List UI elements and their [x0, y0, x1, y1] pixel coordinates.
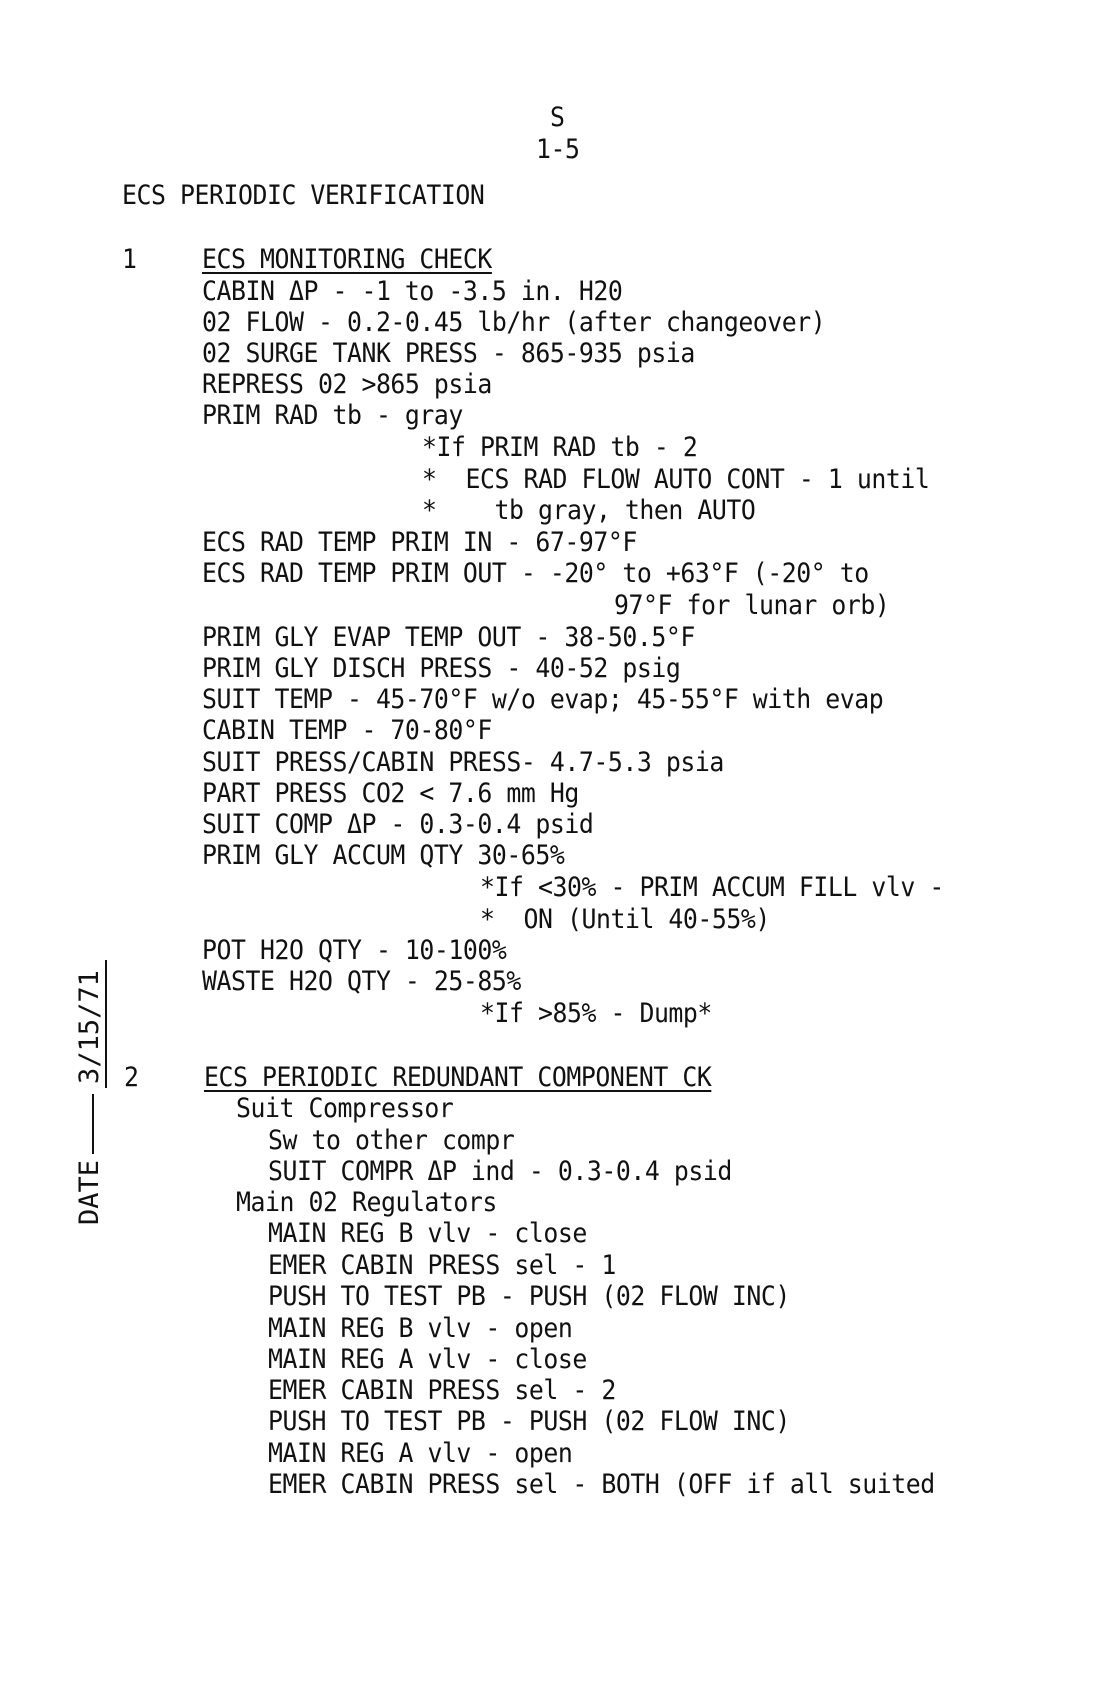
procedure-line: PUSH TO TEST PB - PUSH (02 FLOW INC) [268, 1281, 790, 1312]
date-stamp [30, 970, 105, 1290]
procedure-line: CABIN ΔP - -1 to -3.5 in. H20 [202, 276, 623, 307]
procedure-line: MAIN REG A vlv - close [268, 1344, 587, 1375]
procedure-line: PUSH TO TEST PB - PUSH (02 FLOW INC) [268, 1406, 790, 1437]
procedure-line: SUIT TEMP - 45-70°F w/o evap; 45-55°F with evap [202, 684, 884, 715]
date-value: 3/15/71 [75, 960, 107, 1088]
step-heading: ECS PERIODIC REDUNDANT COMPONENT CK [204, 1062, 712, 1093]
step-number: 1 [122, 244, 137, 275]
procedure-line: Sw to other compr [268, 1125, 515, 1156]
subsection-heading: Suit Compressor [236, 1093, 454, 1124]
page-number: 1-5 [536, 134, 580, 165]
procedure-line: EMER CABIN PRESS sel - 1 [268, 1250, 616, 1281]
procedure-line: PRIM GLY DISCH PRESS - 40-52 psig [202, 653, 681, 684]
procedure-line: PRIM GLY ACCUM QTY 30-65% [202, 840, 565, 871]
procedure-line: 02 FLOW - 0.2-0.45 lb/hr (after changeover) [202, 307, 826, 338]
procedure-line: EMER CABIN PRESS sel - 2 [268, 1375, 616, 1406]
procedure-line: PART PRESS CO2 < 7.6 mm Hg [202, 778, 579, 809]
procedure-line: REPRESS 02 >865 psia [202, 369, 492, 400]
procedure-line-continuation: 97°F for lunar orb) [614, 590, 890, 621]
procedure-line: PRIM GLY EVAP TEMP OUT - 38-50.5°F [202, 622, 695, 653]
procedure-line: SUIT COMP ΔP - 0.3-0.4 psid [202, 809, 594, 840]
page-title: ECS PERIODIC VERIFICATION [122, 180, 485, 211]
procedure-line: EMER CABIN PRESS sel - BOTH (OFF if all suited [268, 1469, 935, 1500]
conditional-note: *If <30% - PRIM ACCUM FILL vlv - [480, 872, 944, 903]
conditional-note: *If >85% - Dump* [480, 998, 712, 1029]
conditional-note: * tb gray, then AUTO [422, 495, 756, 526]
procedure-line: WASTE H2O QTY - 25-85% [202, 966, 521, 997]
conditional-note: * ECS RAD FLOW AUTO CONT - 1 until [422, 464, 930, 495]
section-letter: S [550, 102, 565, 133]
procedure-line: CABIN TEMP - 70-80°F [202, 715, 492, 746]
procedure-line: MAIN REG B vlv - open [268, 1313, 573, 1344]
procedure-line: SUIT PRESS/CABIN PRESS- 4.7-5.3 psia [202, 747, 724, 778]
procedure-line: MAIN REG A vlv - open [268, 1438, 573, 1469]
procedure-line: ECS RAD TEMP PRIM OUT - -20° to +63°F (-20° to [202, 558, 869, 589]
conditional-note: *If PRIM RAD tb - 2 [422, 432, 698, 463]
step-number: 2 [124, 1062, 139, 1093]
conditional-note: * ON (Until 40-55%) [480, 904, 770, 935]
procedure-line: PRIM RAD tb - gray [202, 400, 463, 431]
procedure-line: ECS RAD TEMP PRIM IN - 67-97°F [202, 527, 637, 558]
procedure-line: SUIT COMPR ΔP ind - 0.3-0.4 psid [268, 1156, 732, 1187]
procedure-line: POT H2O QTY - 10-100% [202, 935, 507, 966]
step-heading: ECS MONITORING CHECK [202, 244, 492, 275]
procedure-line: 02 SURGE TANK PRESS - 865-935 psia [202, 338, 695, 369]
date-rule [70, 1094, 94, 1154]
subsection-heading: Main 02 Regulators [236, 1187, 497, 1218]
procedure-line: MAIN REG B vlv - close [268, 1218, 587, 1249]
date-label: DATE [74, 1159, 105, 1225]
